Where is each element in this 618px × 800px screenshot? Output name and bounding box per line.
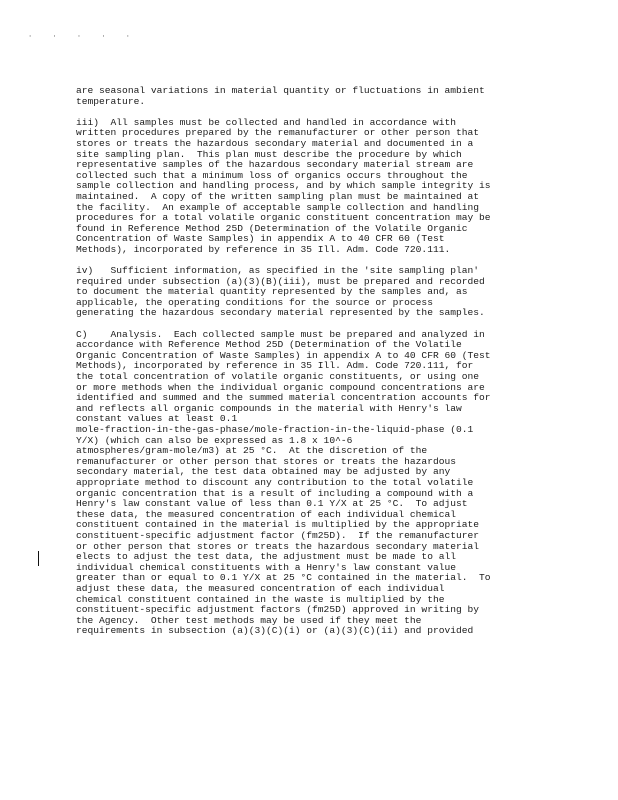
text-line: constituent-specific adjustment factor (fm25D). If the remanufacturer (76, 529, 480, 541)
text-line: iii) All samples must be collected and handled in accordance with (76, 116, 456, 128)
text-line: Y/X) (which can also be expressed as 1.8 x 10^-6 (76, 434, 353, 446)
text-line: remanufacturer or other person that stores or treats the hazardous (76, 455, 456, 467)
text-line: greater than or equal to 0.1 Y/X at 25 °C contained in the material. To (76, 572, 491, 584)
text-line: or other person that stores or treats the hazardous secondary material (76, 540, 480, 552)
paragraph (76, 118, 546, 256)
text-line: and reflects all organic compounds in the material with Henry's law (76, 402, 462, 414)
paragraph (76, 330, 546, 637)
document-body (76, 86, 546, 637)
text-line: or more methods when the individual organic compound concentrations are (76, 381, 485, 393)
text-line: site sampling plan. This plan must describe the procedure by which (76, 148, 462, 160)
text-line: the Agency. Other test methods may be used if they meet the (76, 614, 422, 626)
text-line: to document the material quantity represented by the samples and, as (76, 286, 468, 298)
text-line: are seasonal variations in material quantity or fluctuations in ambient (76, 85, 485, 96)
text-line: constituent contained in the material is multiplied by the appropriate (76, 519, 480, 531)
text-line: identified and summed and the summed material concentration accounts for (76, 392, 491, 404)
text-line: Methods), incorporated by reference in 35 Ill. Adm. Code 720.111. (76, 243, 451, 255)
text-line: generating the hazardous secondary material represented by the samples. (76, 307, 485, 319)
text-line: Henry's law constant value of less than 0.1 Y/X at 25 °C. To adjust (76, 498, 468, 510)
text-line: temperature. (76, 95, 146, 107)
text-line: iv) Sufficient information, as specified in the 'site sampling plan' (76, 265, 480, 277)
paragraph (76, 86, 546, 107)
text-line: representative samples of the hazardous secondary material stream are (76, 159, 474, 171)
text-line: sample collection and handling process, and by which sample integrity is (76, 180, 491, 192)
paragraph (76, 266, 546, 319)
text-line: Concentration of Waste Samples) in appendix A to 40 CFR 60 (Test (76, 233, 445, 245)
text-line: appropriate method to discount any contribution to the total volatile (76, 476, 474, 488)
text-line: procedures for a total volatile organic constituent concentration may be (76, 212, 491, 224)
text-line: the facility. An example of acceptable sample collection and handling (76, 201, 480, 213)
text-line: mole-fraction-in-the-gas-phase/mole-fraction-in-the-liquid-phase (0.1 (76, 424, 474, 435)
text-line: elects to adjust the test data, the adjustment must be made to all (76, 551, 456, 563)
text-line: C) Analysis. Each collected sample must be prepared and analyzed in (76, 328, 485, 340)
text-line: Methods), incorporated by reference in 35 Ill. Adm. Code 720.111, for (76, 360, 474, 372)
text-line: collected such that a minimum loss of organics occurs throughout the (76, 169, 468, 181)
text-line: individual chemical constituents with a Henry's law constant value (76, 561, 456, 573)
text-line: secondary material, the test data obtained may be adjusted by any (76, 466, 451, 478)
text-line: accordance with Reference Method 25D (Determination of the Volatile (76, 339, 462, 351)
text-line: these data, the measured concentration of each individual chemical (76, 508, 456, 520)
text-line: organic concentration that is a result of including a compound with a (76, 487, 474, 499)
scan-marks: ' ' ' ' ' (28, 34, 138, 42)
revision-bar (38, 551, 39, 566)
text-line: constituent-specific adjustment factors (fm25D) approved in writing by (76, 604, 480, 616)
text-line: maintained. A copy of the written sampling plan must be maintained at (76, 190, 480, 202)
text-line: required under subsection (a)(3)(B)(iii), must be prepared and recorded (76, 275, 485, 287)
text-line: adjust these data, the measured concentration of each individual (76, 582, 445, 594)
text-line: applicable, the operating conditions for the source or process (76, 296, 433, 308)
text-line: Organic Concentration of Waste Samples) in appendix A to 40 CFR 60 (Test (76, 349, 491, 361)
text-line: requirements in subsection (a)(3)(C)(i) or (a)(3)(C)(ii) and provided (76, 625, 474, 637)
text-line: found in Reference Method 25D (Determination of the Volatile Organic (76, 222, 468, 234)
text-line: constant values at least 0.1 (76, 413, 238, 425)
text-line: written procedures prepared by the remanufacturer or other person that (76, 127, 480, 139)
text-line: the total concentration of volatile organic constituents, or using one (76, 371, 480, 383)
text-line: atmospheres/gram-mole/m3) at 25 °C. At the discretion of the (76, 445, 428, 457)
text-line: chemical constituent contained in the waste is multiplied by the (76, 593, 445, 605)
text-line: stores or treats the hazardous secondary material and documented in a (76, 137, 474, 149)
